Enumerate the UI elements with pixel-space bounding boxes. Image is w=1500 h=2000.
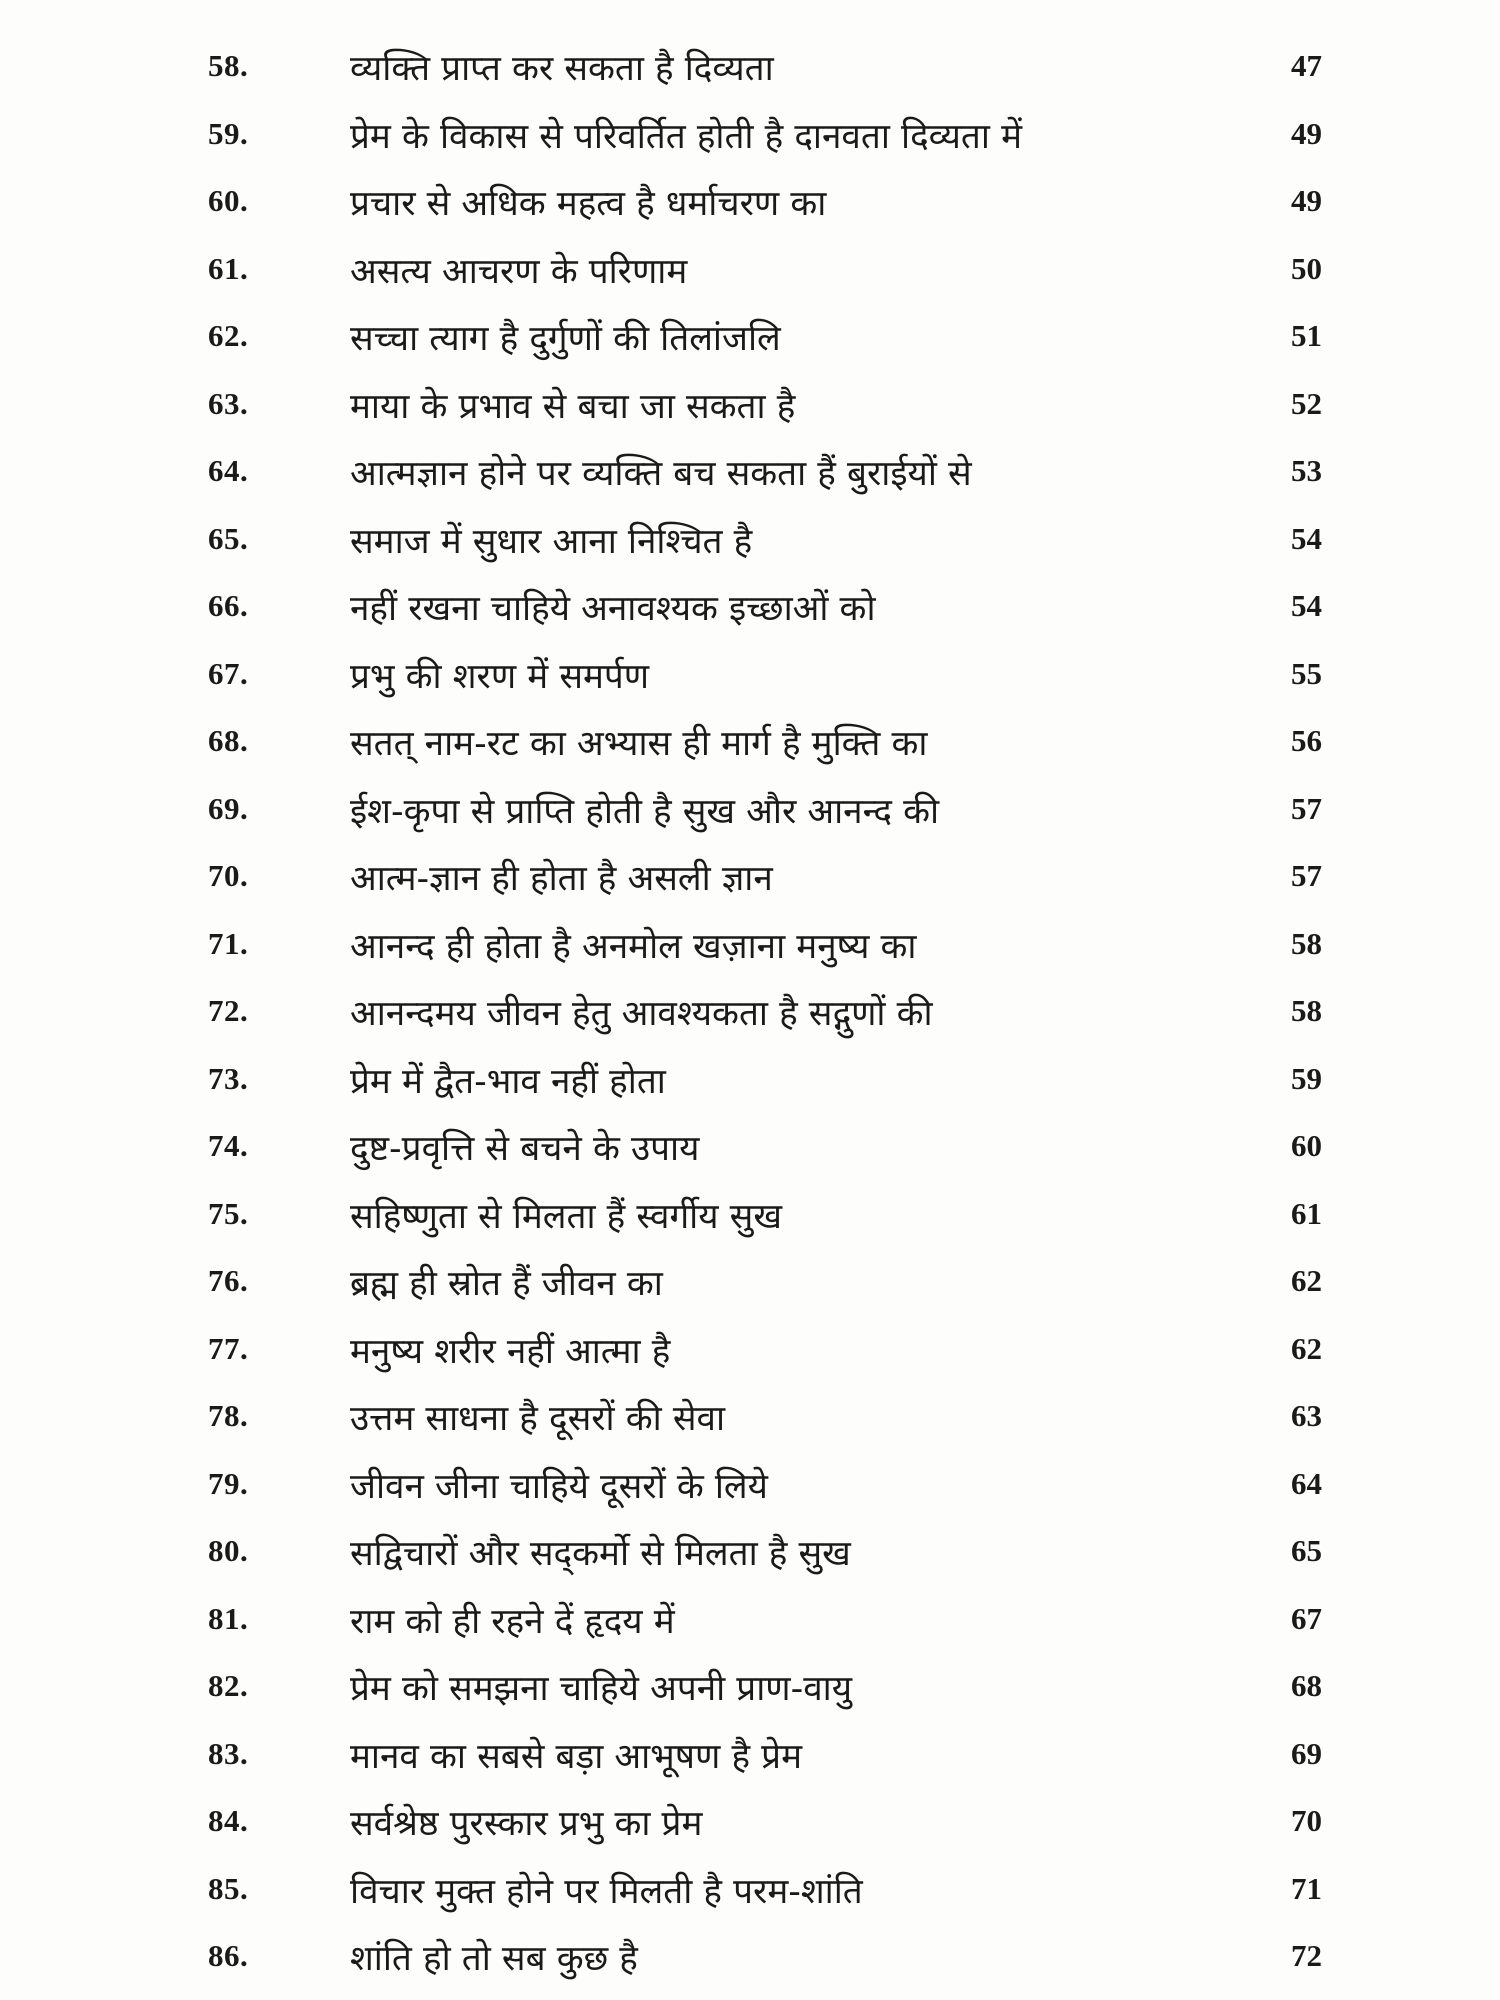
toc-entry: [0, 1928, 1500, 1996]
entry-title: आनन्द ही होता है अनमोल खज़ाना मनुष्य का: [350, 926, 917, 967]
entry-number: 84.: [208, 1803, 249, 1838]
entry-title: समाज में सुधार आना निश्चित है: [350, 521, 753, 562]
entry-number: 78.: [208, 1398, 249, 1433]
entry-page-number: 55: [1291, 655, 1322, 691]
entry-title: जीवन जीना चाहिये दूसरों के लिये: [350, 1466, 768, 1507]
entry-title: प्रभु की शरण में समर्पण: [350, 656, 650, 697]
entry-number: 67.: [208, 655, 249, 691]
entry-title: राम को ही रहने दें हृदय में: [350, 1601, 675, 1642]
toc-entry: [0, 1726, 1500, 1794]
toc-entry: [0, 578, 1500, 646]
entry-page-number: 60: [1291, 1128, 1322, 1163]
entry-page-number: 54: [1291, 588, 1322, 623]
toc-entry: [0, 1456, 1500, 1524]
entry-number: 77.: [208, 1330, 249, 1366]
entry-page-number: 58: [1291, 925, 1322, 961]
entry-title: मनुष्य शरीर नहीं आत्मा है: [350, 1331, 671, 1372]
toc-entry: [0, 1118, 1500, 1186]
entry-page-number: 50: [1291, 250, 1322, 286]
entry-title: दुष्ट-प्रवृत्ति से बचने के उपाय: [350, 1129, 700, 1169]
toc-entry: [0, 1658, 1500, 1726]
entry-page-number: 47: [1291, 48, 1322, 83]
toc-entry: [0, 376, 1500, 444]
entry-title: शांति हो तो सब कुछ है: [350, 1939, 638, 1979]
entry-page-number: 70: [1291, 1803, 1322, 1838]
entry-number: 82.: [208, 1668, 249, 1703]
entry-number: 65.: [208, 520, 249, 556]
entry-number: 75.: [208, 1195, 249, 1231]
entry-title: सच्चा त्याग है दुर्गुणों की तिलांजलि: [350, 319, 781, 359]
entry-title: उत्तम साधना है दूसरों की सेवा: [350, 1399, 726, 1439]
entry-title: आनन्दमय जीवन हेतु आवश्यकता है सद्गुणों की: [350, 994, 933, 1034]
entry-title: सद्विचारों और सद्कर्मो से मिलता है सुख: [350, 1534, 851, 1574]
entry-page-number: 64: [1291, 1465, 1322, 1501]
entry-title: ब्रह्म ही स्रोत हैं जीवन का: [350, 1264, 663, 1304]
toc-entry: [0, 1591, 1500, 1659]
entry-title: सर्वश्रेष्ठ पुरस्कार प्रभु का प्रेम: [350, 1804, 703, 1844]
toc-entry: [0, 1051, 1500, 1119]
entry-title: व्यक्ति प्राप्त कर सकता है दिव्यता: [350, 49, 774, 89]
entry-title: आत्म-ज्ञान ही होता है असली ज्ञान: [350, 859, 773, 899]
toc-entry: [0, 848, 1500, 916]
entry-page-number: 67: [1291, 1600, 1322, 1636]
toc-entry: [0, 1388, 1500, 1456]
toc-entry: [0, 1861, 1500, 1929]
entry-title: नहीं रखना चाहिये अनावश्यक इच्छाओं को: [350, 589, 876, 629]
entry-number: 69.: [208, 790, 249, 826]
entry-number: 85.: [208, 1870, 249, 1906]
toc-entry: [0, 38, 1500, 106]
entry-number: 64.: [208, 453, 249, 488]
entry-title: सतत् नाम-रट का अभ्यास ही मार्ग है मुक्ति का: [350, 724, 928, 764]
toc-entry: [0, 308, 1500, 376]
entry-page-number: 71: [1291, 1870, 1322, 1906]
toc-entry: [0, 173, 1500, 241]
entry-number: 62.: [208, 318, 249, 353]
toc-entry: [0, 713, 1500, 781]
entry-page-number: 54: [1291, 520, 1322, 556]
toc-entry: [0, 646, 1500, 714]
toc-entry: [0, 916, 1500, 984]
entry-number: 81.: [208, 1600, 249, 1636]
table-of-contents: [0, 38, 1500, 1996]
toc-entry: [0, 511, 1500, 579]
entry-page-number: 61: [1291, 1195, 1322, 1231]
entry-title: विचार मुक्त होने पर मिलती है परम-शांति: [350, 1871, 863, 1912]
entry-page-number: 69: [1291, 1735, 1322, 1771]
entry-number: 83.: [208, 1735, 249, 1771]
entry-page-number: 57: [1291, 790, 1322, 826]
entry-title: प्रेम के विकास से परिवर्तित होती है दानवता दिव्यता में: [350, 116, 1022, 157]
entry-number: 58.: [208, 48, 249, 83]
entry-title: आत्मज्ञान होने पर व्यक्ति बच सकता हैं बुराईयों से: [350, 454, 972, 494]
entry-page-number: 63: [1291, 1398, 1322, 1433]
entry-number: 73.: [208, 1060, 249, 1096]
entry-title: मानव का सबसे बड़ा आभूषण है प्रेम: [350, 1736, 802, 1777]
entry-page-number: 53: [1291, 453, 1322, 488]
entry-page-number: 52: [1291, 385, 1322, 421]
entry-page-number: 56: [1291, 723, 1322, 758]
toc-entry: [0, 781, 1500, 849]
entry-number: 63.: [208, 385, 249, 421]
entry-title: प्रचार से अधिक महत्व है धर्माचरण का: [350, 184, 827, 224]
toc-entry: [0, 1523, 1500, 1591]
entry-page-number: 59: [1291, 1060, 1322, 1096]
entry-number: 79.: [208, 1465, 249, 1501]
entry-page-number: 62: [1291, 1263, 1322, 1298]
entry-title: ईश-कृपा से प्राप्ति होती है सुख और आनन्द की: [350, 791, 940, 832]
entry-page-number: 49: [1291, 183, 1322, 218]
entry-number: 59.: [208, 115, 249, 151]
entry-page-number: 51: [1291, 318, 1322, 353]
entry-number: 70.: [208, 858, 249, 893]
entry-page-number: 72: [1291, 1938, 1322, 1973]
entry-title: सहिष्णुता से मिलता हैं स्वर्गीय सुख: [350, 1196, 782, 1237]
entry-number: 60.: [208, 183, 249, 218]
entry-number: 80.: [208, 1533, 249, 1568]
toc-entry: [0, 983, 1500, 1051]
entry-number: 68.: [208, 723, 249, 758]
entry-number: 76.: [208, 1263, 249, 1298]
toc-entry: [0, 1321, 1500, 1389]
toc-entry: [0, 443, 1500, 511]
entry-page-number: 68: [1291, 1668, 1322, 1703]
entry-title: असत्य आचरण के परिणाम: [350, 251, 688, 292]
toc-entry: [0, 241, 1500, 309]
entry-number: 72.: [208, 993, 249, 1028]
entry-page-number: 65: [1291, 1533, 1322, 1568]
toc-entry: [0, 1793, 1500, 1861]
toc-entry: [0, 106, 1500, 174]
entry-number: 66.: [208, 588, 249, 623]
entry-title: माया के प्रभाव से बचा जा सकता है: [350, 386, 796, 427]
entry-number: 74.: [208, 1128, 249, 1163]
entry-page-number: 57: [1291, 858, 1322, 893]
entry-number: 71.: [208, 925, 249, 961]
entry-number: 61.: [208, 250, 249, 286]
toc-entry: [0, 1253, 1500, 1321]
toc-entry: [0, 1186, 1500, 1254]
entry-page-number: 58: [1291, 993, 1322, 1028]
entry-page-number: 49: [1291, 115, 1322, 151]
entry-title: प्रेम को समझना चाहिये अपनी प्राण-वायु: [350, 1669, 853, 1709]
entry-page-number: 62: [1291, 1330, 1322, 1366]
entry-title: प्रेम में द्वैत-भाव नहीं होता: [350, 1061, 666, 1102]
entry-number: 86.: [208, 1938, 249, 1973]
